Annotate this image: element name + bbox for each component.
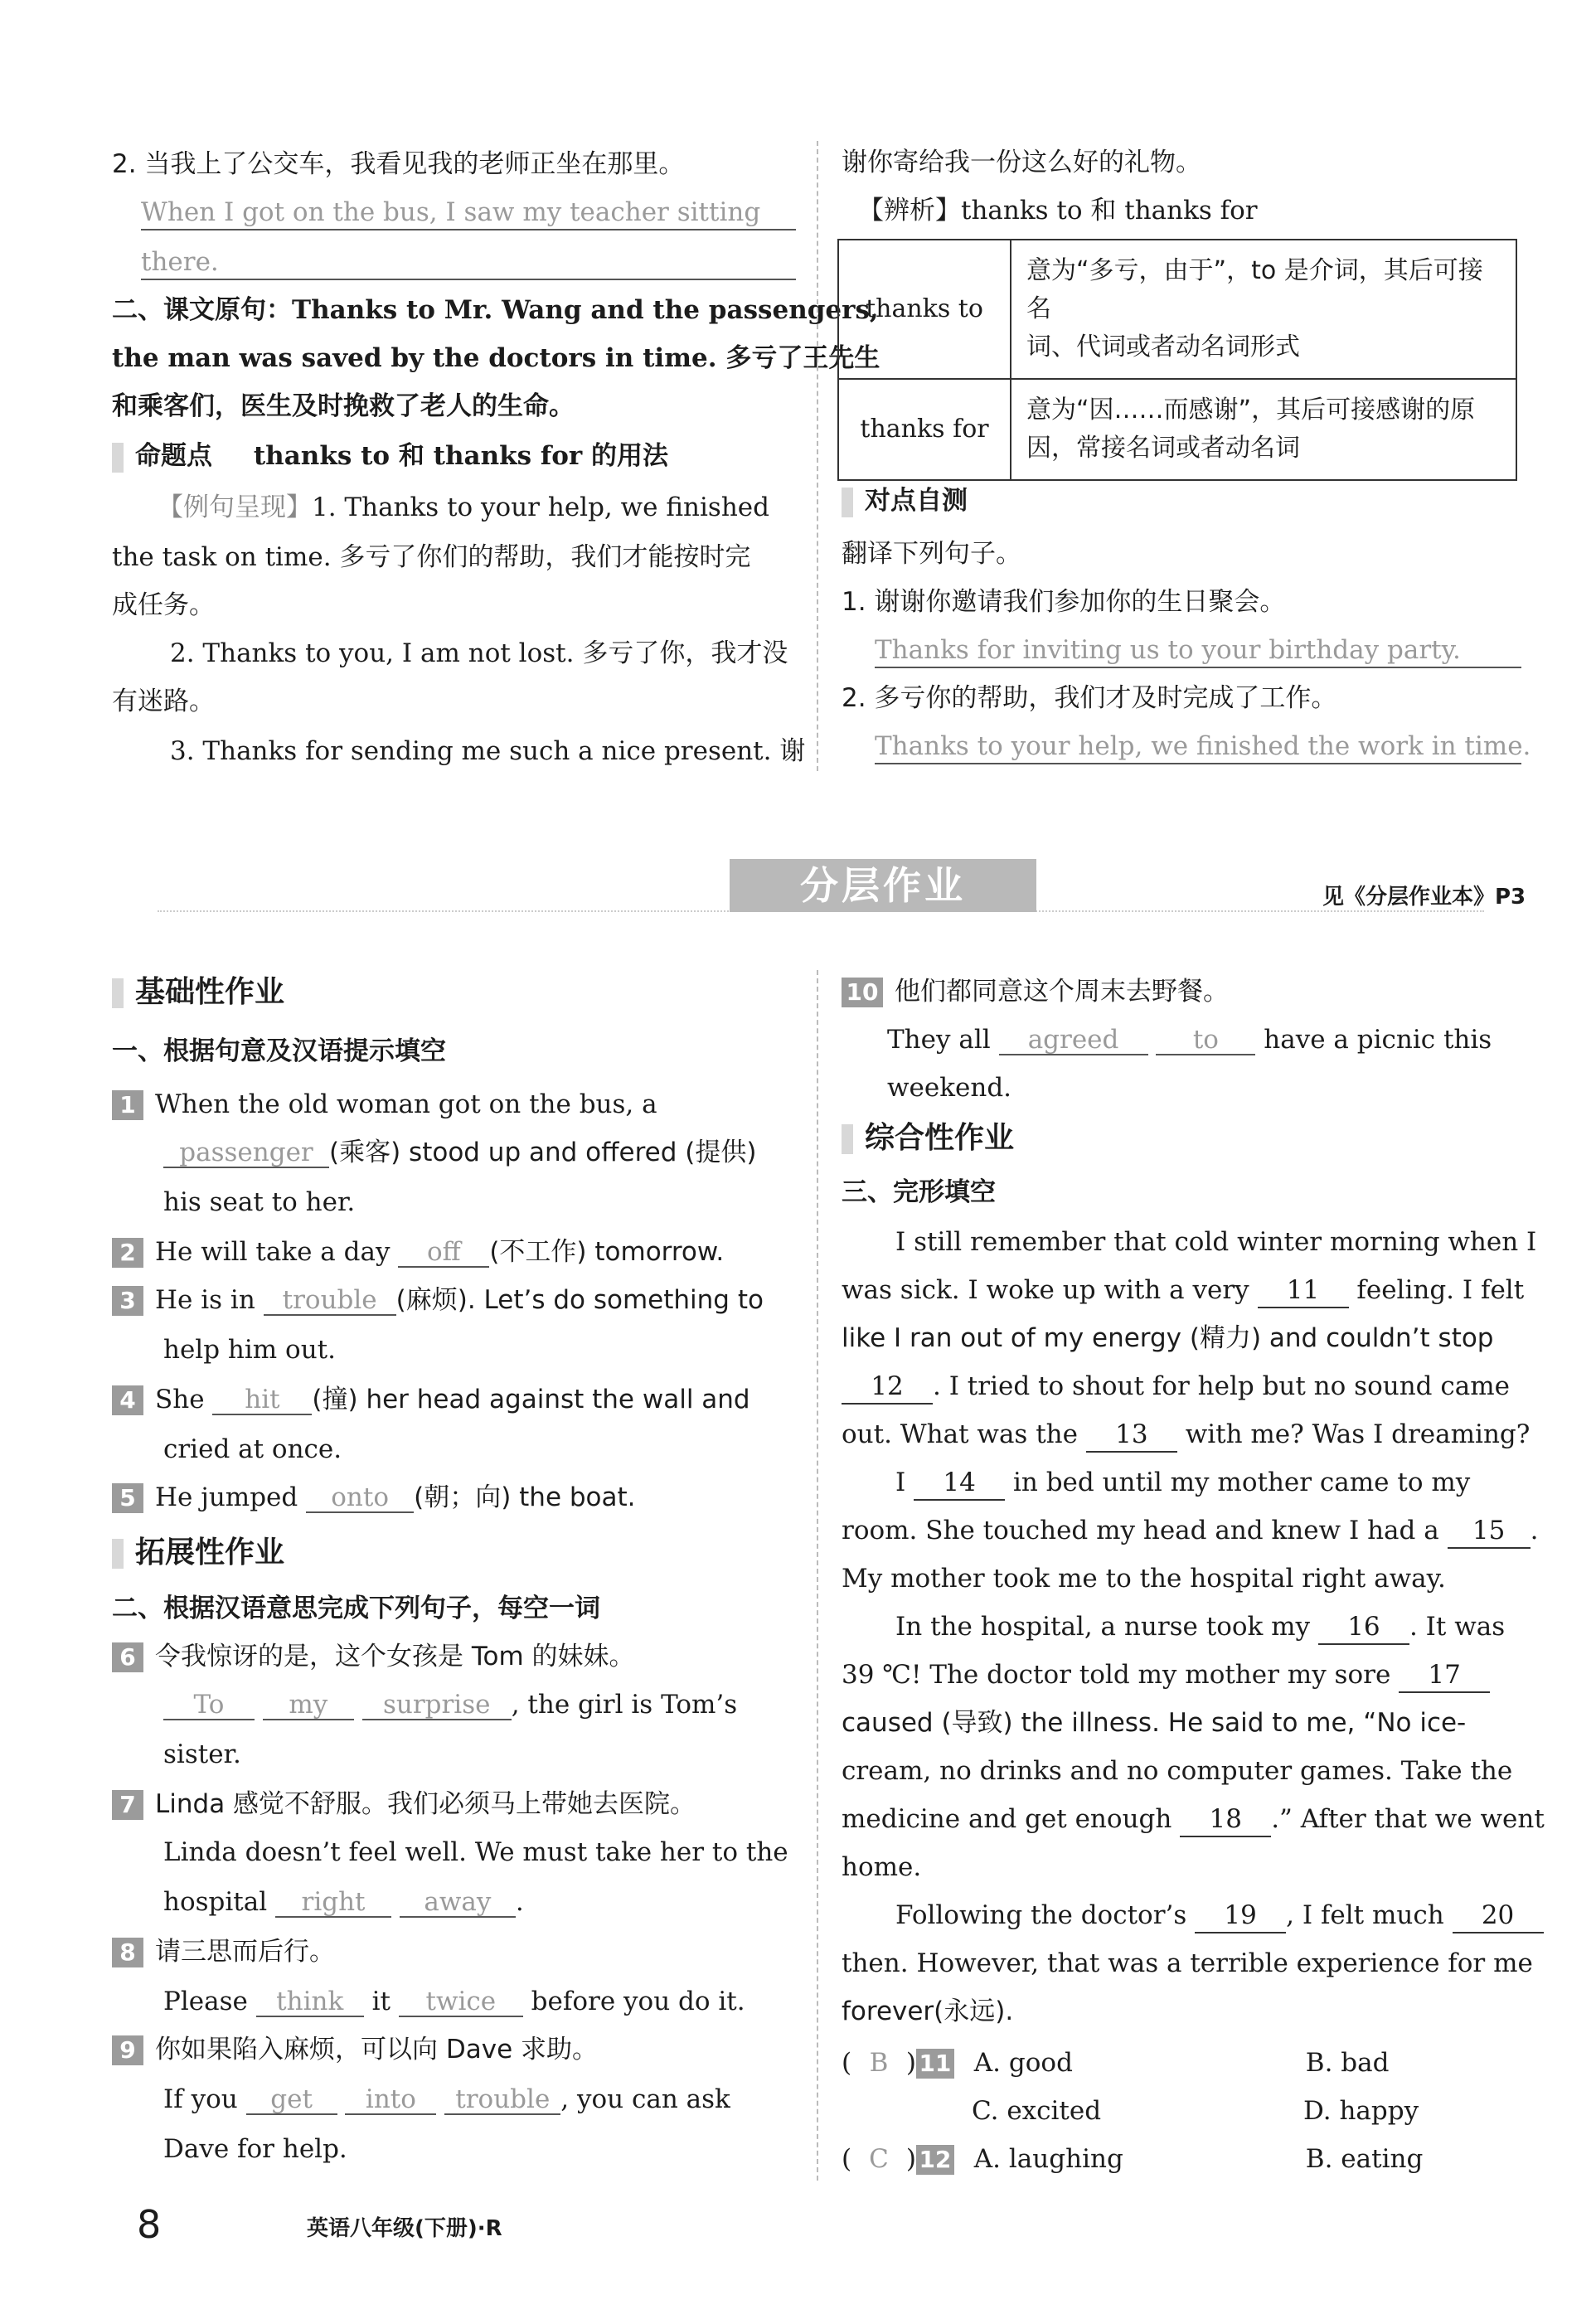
option-row-11b xyxy=(972,2094,1419,2128)
q6-number: 6 xyxy=(112,1642,143,1672)
q10-number: 10 xyxy=(842,978,883,1007)
option-number-12: 12 xyxy=(916,2145,954,2175)
cloze-line: was sick. I woke up with a very 11 feeling. I felt xyxy=(842,1274,1524,1308)
example3-b: 谢你寄给我一份这么好的礼物。 xyxy=(842,148,1201,177)
cloze-line: room. She touched my head and knew I had a 15 . xyxy=(842,1514,1538,1549)
option-11-b[interactable]: B. bad xyxy=(1305,2048,1390,2078)
q2-a: He will take a day xyxy=(155,1237,391,1267)
q9-b: , you can ask xyxy=(560,2084,730,2114)
q8-answer2: twice xyxy=(399,1987,523,2017)
section-marker-icon xyxy=(112,443,124,473)
blank-17[interactable]: 17 xyxy=(1399,1658,1490,1693)
q8-a: Please xyxy=(163,1987,248,2016)
q10-line1 xyxy=(842,975,1229,1008)
section-marker-icon xyxy=(112,1539,124,1569)
blank-16[interactable]: 16 xyxy=(1318,1610,1409,1645)
q8-answer1: think xyxy=(256,1987,364,2017)
q1-c: his seat to her. xyxy=(163,1187,356,1217)
book-title: 英语八年级(下册)·R xyxy=(307,2216,502,2241)
q6-answer3: surprise xyxy=(362,1691,512,1720)
q7-zh: Linda 感觉不舒服。我们必须马上带她去医院。 xyxy=(155,1789,696,1819)
q10-c: weekend. xyxy=(887,1073,1012,1103)
q7-answer2: away xyxy=(400,1888,516,1918)
q9-answer3: trouble xyxy=(444,2085,560,2115)
q10-a: They all xyxy=(887,1025,991,1055)
q9-a: If you xyxy=(163,2084,238,2114)
section-marker-icon xyxy=(112,978,124,1008)
q2-line1 xyxy=(112,1235,724,1269)
example2-b: 有迷路。 xyxy=(112,687,215,716)
q5-b: (朝；向) the boat. xyxy=(414,1482,636,1512)
q3-b: (麻烦). Let’s do something to xyxy=(395,1285,764,1315)
cloze-line: Following the doctor’s 19 , I felt much 20 xyxy=(895,1899,1544,1933)
section-marker-icon xyxy=(842,1124,853,1154)
q5-answer: onto xyxy=(306,1483,414,1513)
q10-b: have a picnic this xyxy=(1264,1025,1492,1055)
q4-b: (撞) her head against the wall and xyxy=(312,1385,750,1414)
paren-open: ( xyxy=(842,2048,852,2078)
table-term: thanks for xyxy=(838,379,1011,480)
q2-answer-line2: there. xyxy=(141,245,796,280)
cloze-line: I still remember that cold winter morning when I xyxy=(895,1227,1537,1257)
q9-answer1: get xyxy=(246,2085,337,2115)
q1-b: (乘客) stood up and offered (提供) xyxy=(329,1138,757,1167)
q9-number: 9 xyxy=(112,2035,143,2065)
paren-close: ) xyxy=(905,2144,916,2174)
q2-answer-line1: When I got on the bus, I saw my teacher sitting xyxy=(141,196,796,230)
blank-18[interactable]: 18 xyxy=(1180,1802,1271,1837)
example1-a: 1. Thanks to your help, we finished xyxy=(312,492,769,522)
q7-number: 7 xyxy=(112,1790,143,1820)
q4-line1 xyxy=(112,1383,750,1416)
mingti-label: 命题点 xyxy=(135,441,212,471)
q1-number: 1 xyxy=(112,1090,143,1120)
table-desc: 意为“多亏，由于”，to 是介词，其后可接名 词、代词或者动名词形式 xyxy=(1011,240,1516,379)
comp-title: 综合性作业 xyxy=(865,1121,1015,1155)
cloze-line: In the hospital, a nurse took my 16 . It was xyxy=(895,1610,1505,1645)
option-12-a[interactable]: A. laughing xyxy=(973,2144,1123,2174)
cloze-line: My mother took me to the hospital right away. xyxy=(842,1564,1446,1594)
duidian-label: 对点自测 xyxy=(865,486,968,516)
q10-zh: 他们都同意这个周末去野餐。 xyxy=(895,977,1229,1007)
q1-line2 xyxy=(163,1136,756,1169)
q2-zh: 2. 当我上了公交车，我看见我的老师正坐在那里。 xyxy=(112,149,685,179)
q6-zh: 令我惊讶的是，这个女孩是 Tom 的妹妹。 xyxy=(155,1642,635,1671)
cloze-line: cream, no drinks and no computer games. Take the xyxy=(842,1756,1513,1786)
q8-zh: 请三思而后行。 xyxy=(155,1937,335,1967)
ext-title-row xyxy=(112,1534,284,1572)
q4-number: 4 xyxy=(112,1385,143,1415)
translate-q2-answer: Thanks to your help, we finished the work in time. xyxy=(875,730,1521,764)
translate-q2: 2. 多亏你的帮助，我们才及时完成了工作。 xyxy=(842,683,1337,713)
q5-line1 xyxy=(112,1481,636,1514)
cloze-line: out. What was the 13 with me? Was I dreaming? xyxy=(842,1418,1530,1453)
q10-answer1: agreed xyxy=(999,1026,1148,1055)
sec2-line1: 二、课文原句：Thanks to Mr. Wang and the passengers, xyxy=(112,295,879,325)
q6-line2 xyxy=(163,1688,737,1721)
q3-a: He is in xyxy=(155,1285,255,1315)
example3-a: 3. Thanks for sending me such a nice present. 谢 xyxy=(170,736,806,766)
q2-b: (不工作) tomorrow. xyxy=(489,1237,725,1267)
example1-line1 xyxy=(158,491,769,524)
q7-a: Linda doesn’t feel well. We must take her to the xyxy=(163,1837,788,1867)
duidian-row xyxy=(842,484,968,517)
cloze-line: caused (导致) the illness. He said to me, “No ice- xyxy=(842,1708,1467,1738)
example1-c: 成任务。 xyxy=(112,590,215,620)
table-row xyxy=(838,379,1516,480)
option-12-b[interactable]: B. eating xyxy=(1305,2144,1424,2174)
mingti-row xyxy=(112,439,668,473)
translate-q1: 1. 谢谢你邀请我们参加你的生日聚会。 xyxy=(842,587,1286,617)
q10-line2 xyxy=(887,1023,1492,1056)
page-number: 8 xyxy=(137,2202,162,2247)
example1-b: the task on time. 多亏了你们的帮助，我们才能按时完 xyxy=(112,542,751,572)
option-11-a[interactable]: A. good xyxy=(973,2048,1073,2078)
q7-b: hospital xyxy=(163,1887,268,1917)
q9-answer2: into xyxy=(345,2085,436,2115)
q9-line2 xyxy=(163,2083,730,2116)
q4-c: cried at once. xyxy=(163,1434,342,1464)
q7-answer1: right xyxy=(275,1888,391,1918)
ext-title: 拓展性作业 xyxy=(135,1536,285,1570)
translate-instruction: 翻译下列句子。 xyxy=(842,539,1021,569)
cloze-line: home. xyxy=(842,1852,922,1882)
section-marker-icon xyxy=(842,488,853,517)
table-desc: 意为“因……而感谢”，其后可接感谢的原 因，常接名词或者动名词 xyxy=(1011,379,1516,480)
basic-title: 基础性作业 xyxy=(135,975,285,1009)
q1-line1 xyxy=(112,1088,657,1121)
q6-answer1: To xyxy=(163,1691,255,1720)
column-divider-bottom xyxy=(817,970,818,2181)
answer-12: C xyxy=(869,2144,889,2174)
banner-ref: 见《分层作业本》P3 xyxy=(1322,885,1526,910)
cloze-line: 12 . I tried to shout for help but no sound came xyxy=(842,1370,1510,1405)
q2-number: 2 xyxy=(112,1238,143,1268)
column-divider-top xyxy=(817,141,818,771)
option-row-12 xyxy=(842,2142,1423,2176)
q3-line1 xyxy=(112,1283,764,1317)
sec1-title: 一、根据句意及汉语提示填空 xyxy=(112,1036,446,1066)
q8-mid: it xyxy=(371,1987,391,2016)
q1-answer: passenger xyxy=(163,1138,329,1168)
blank-19[interactable]: 19 xyxy=(1195,1899,1286,1933)
basic-title-row xyxy=(112,973,284,1012)
q3-answer: trouble xyxy=(264,1286,396,1316)
q8-line2 xyxy=(163,1985,745,2018)
q4-a: She xyxy=(155,1385,205,1414)
q1-a: When the old woman got on the bus, a xyxy=(155,1089,657,1119)
q8-number: 8 xyxy=(112,1938,143,1967)
blank-14[interactable]: 14 xyxy=(914,1466,1005,1501)
option-11-c[interactable]: C. excited xyxy=(972,2096,1102,2126)
sec2-line3: 和乘客们，医生及时挽救了老人的生命。 xyxy=(112,391,575,421)
q9-zh: 你如果陷入麻烦，可以向 Dave 求助。 xyxy=(155,2035,598,2064)
q6-c: sister. xyxy=(163,1739,241,1769)
q5-a: He jumped xyxy=(155,1482,298,1512)
q3-number: 3 xyxy=(112,1286,143,1316)
q3-c: help him out. xyxy=(163,1335,336,1365)
option-number-11: 11 xyxy=(916,2049,954,2079)
q6-answer2: my xyxy=(263,1691,354,1720)
sec3-title: 三、完形填空 xyxy=(842,1177,996,1207)
blank-12[interactable]: 12 xyxy=(842,1370,933,1405)
blank-13[interactable]: 13 xyxy=(1086,1418,1177,1453)
answer-11: B xyxy=(869,2048,889,2078)
q9-c: Dave for help. xyxy=(163,2134,347,2164)
q2-answer: off xyxy=(398,1238,489,1268)
sec2-line2: the man was saved by the doctors in time. 多亏了王先生 xyxy=(112,343,880,373)
blank-20[interactable]: 20 xyxy=(1453,1899,1544,1933)
q8-line1 xyxy=(112,1935,335,1968)
cloze-line: 39 ℃! The doctor told my mother my sore 17 xyxy=(842,1658,1490,1693)
cloze-line: forever(永远). xyxy=(842,1997,1014,2026)
q8-b: before you do it. xyxy=(531,1987,745,2016)
q10-answer2: to xyxy=(1156,1026,1255,1055)
q7-line1 xyxy=(112,1788,696,1821)
example2-a: 2. Thanks to you, I am not lost. 多亏了你，我才没 xyxy=(170,638,788,668)
example-label: 【例句呈现】 xyxy=(158,492,312,522)
q6-b: , the girl is Tom’s xyxy=(511,1690,738,1720)
paren-open: ( xyxy=(842,2144,852,2174)
q9-line1 xyxy=(112,2033,598,2066)
sec2-title: 二、根据汉语意思完成下列句子，每空一词 xyxy=(112,1594,600,1623)
translate-q1-answer: Thanks for inviting us to your birthday party. xyxy=(875,633,1521,668)
comparison-table xyxy=(837,239,1517,481)
q7-line3 xyxy=(163,1885,524,1919)
bianxi: 【辨析】thanks to 和 thanks for xyxy=(858,196,1258,226)
blank-11[interactable]: 11 xyxy=(1258,1274,1349,1308)
comp-title-row xyxy=(842,1119,1014,1157)
option-11-d[interactable]: D. happy xyxy=(1303,2096,1419,2126)
paren-close: ) xyxy=(905,2048,916,2078)
q5-number: 5 xyxy=(112,1483,143,1513)
q4-answer: hit xyxy=(212,1385,312,1415)
option-row-11 xyxy=(842,2046,1389,2079)
cloze-line: like I ran out of my energy (精力) and couldn’t stop xyxy=(842,1323,1494,1353)
cloze-line: then. However, that was a terrible experience for me xyxy=(842,1948,1533,1978)
cloze-line: I 14 in bed until my mother came to my xyxy=(895,1466,1470,1501)
table-row xyxy=(838,240,1516,379)
mingti-text: thanks to 和 thanks for 的用法 xyxy=(253,441,668,471)
cloze-line: medicine and get enough 18 .” After that we went xyxy=(842,1802,1545,1837)
blank-15[interactable]: 15 xyxy=(1448,1514,1531,1549)
table-term: thanks to xyxy=(838,240,1011,379)
q6-line1 xyxy=(112,1640,635,1673)
banner-title: 分层作业 xyxy=(730,859,1036,912)
q7-c: . xyxy=(515,1887,524,1917)
